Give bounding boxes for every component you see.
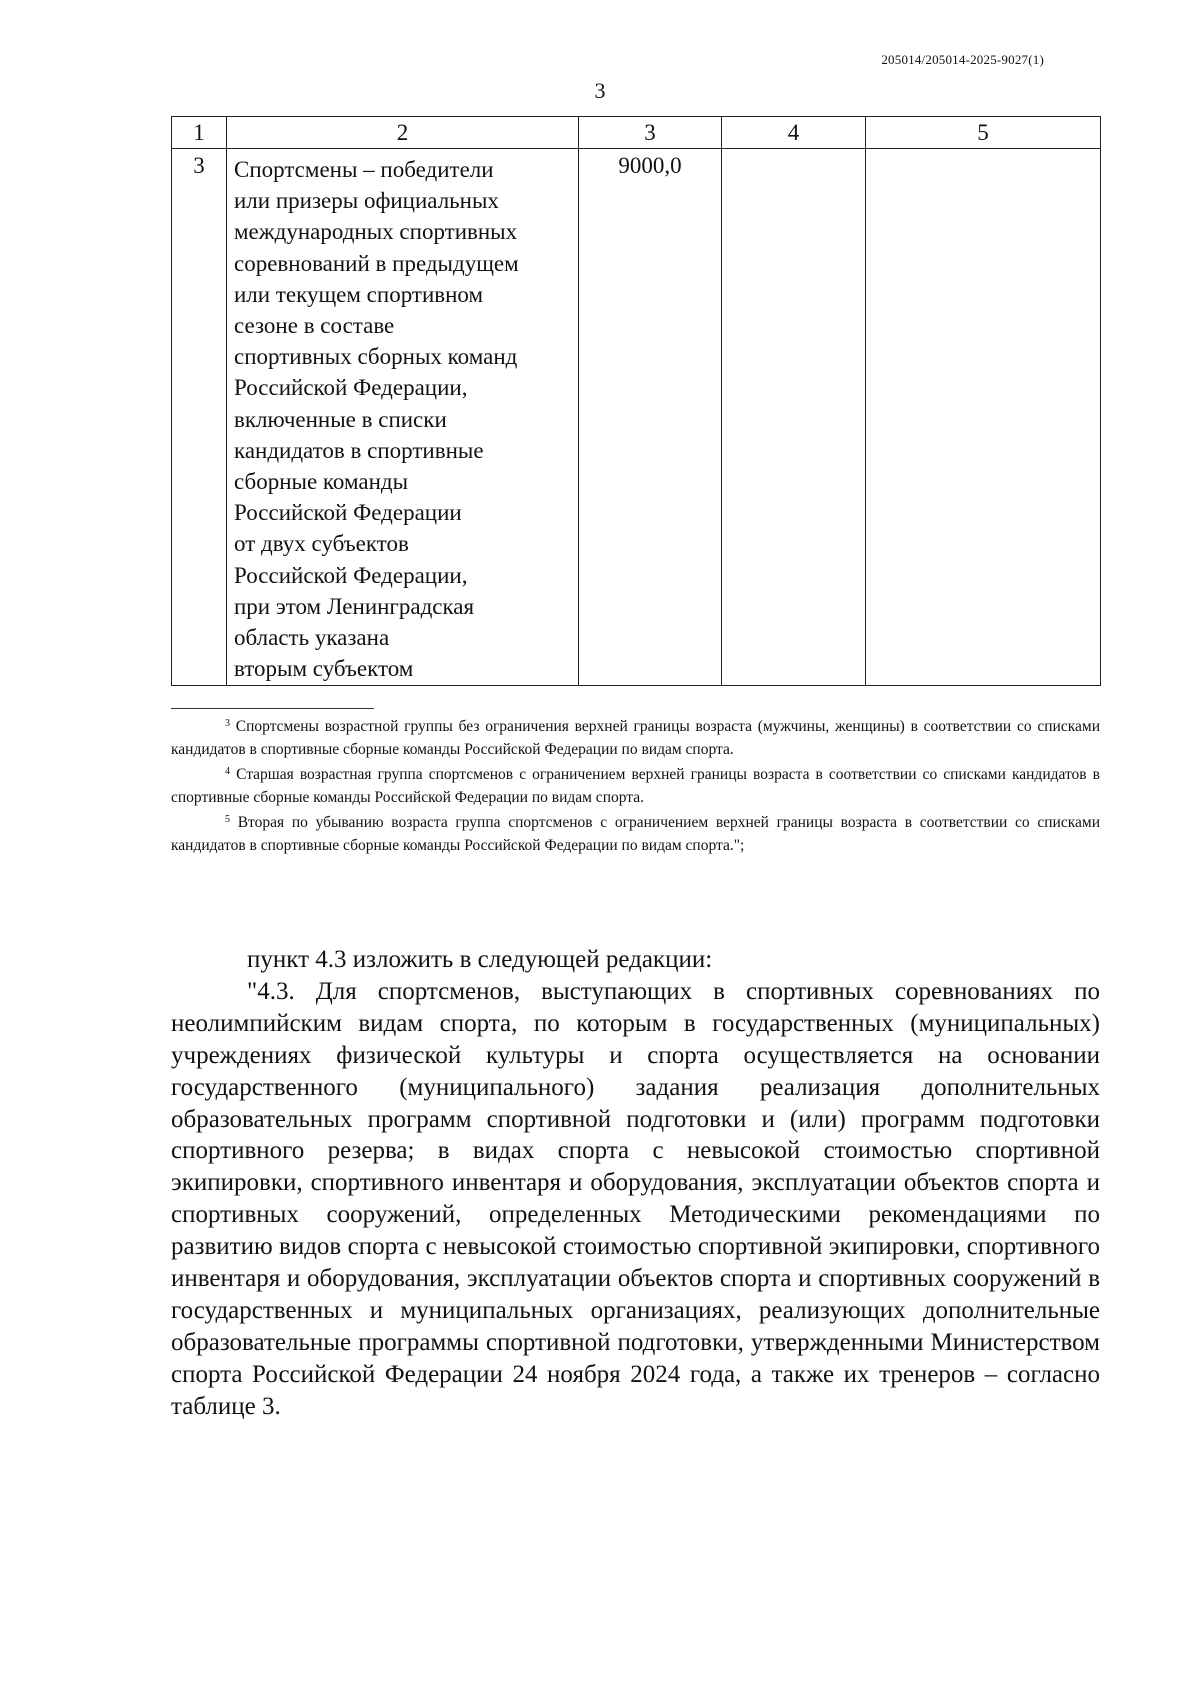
row-col5	[866, 149, 1101, 686]
footnote-item	[171, 761, 1100, 809]
row-number: 3	[172, 149, 227, 686]
footnote-mark: 3	[225, 718, 230, 729]
column-header: 5	[866, 117, 1101, 149]
amounts-table	[171, 116, 1101, 686]
table-row	[172, 149, 1101, 686]
row-amount: 9000,0	[579, 149, 722, 686]
footnote-text: Спортсмены возрастной группы без ограничения верхней границы возраста (мужчины, женщины) в соответствии со списками кандидатов в спортивные сборные команды Российской Федерации по видам спорта.	[171, 718, 1100, 758]
column-header: 3	[579, 117, 722, 149]
footnotes	[171, 713, 1100, 857]
document-id: 205014/205014-2025-9027(1)	[881, 52, 1044, 67]
column-header: 2	[227, 117, 579, 149]
row-col4	[722, 149, 866, 686]
footnote-item	[171, 809, 1100, 857]
footnote-mark: 4	[225, 766, 230, 777]
row-description: Спортсмены – победители или призеры официальных международных спортивных соревнований в предыдущем или текущем спортивном сезоне в составе спортивных сборных команд Российской Федерации, включенные в списки кандидатов в спортивные сборные команды Российской Федерации от двух субъектов Российской Федерации, при этом Ленинградская область указана вторым субъектом	[227, 149, 579, 686]
footnote-text: Старшая возрастная группа спортсменов с ограничением верхней границы возраста в соответствии со списками кандидатов в спортивные сборные команды Российской Федерации по видам спорта.	[171, 766, 1101, 806]
table-header-row	[172, 117, 1101, 149]
page-number: 3	[594, 78, 606, 103]
column-header: 4	[722, 117, 866, 149]
footnote-mark: 5	[225, 814, 230, 825]
column-header: 1	[172, 117, 227, 149]
footnote-divider	[171, 708, 374, 709]
amendment-intro: пункт 4.3 изложить в следующей редакции:	[247, 946, 713, 973]
footnote-text: Вторая по убыванию возраста группа спортсменов с ограничением верхней границы возраста в соответствии со списками кандидатов в спортивные сборные команды Российской Федерации по видам спорта.";	[171, 814, 1101, 854]
amendment-paragraph: "4.3. Для спортсменов, выступающих в спортивных соревнованиях по неолимпийским видам спорта, по которым в государственных (муниципальных) учреждениях физической культуры и спорта осуществляется на основании государственного (муниципального) задания реализация дополнительных образовательных программ спортивной подготовки и (или) программ подготовки спортивного резерва; в видах спорта с невысокой стоимостью спортивной экипировки, спортивного инвентаря и оборудования, эксплуатации объектов спорта и спортивных сооружений, определенных Методическими рекомендациями по развитию видов спорта с невысокой стоимостью спортивной экипировки, спортивного инвентаря и оборудования, эксплуатации объектов спорта и спортивных сооружений в государственных и муниципальных организациях, реализующих дополнительные образовательные программы спортивной подготовки, утвержденными Министерством спорта Российской Федерации 24 ноября 2024 года, а также их тренеров – согласно таблице 3.	[171, 977, 1100, 1420]
body-text	[171, 944, 1100, 1423]
footnote-item	[171, 713, 1100, 761]
